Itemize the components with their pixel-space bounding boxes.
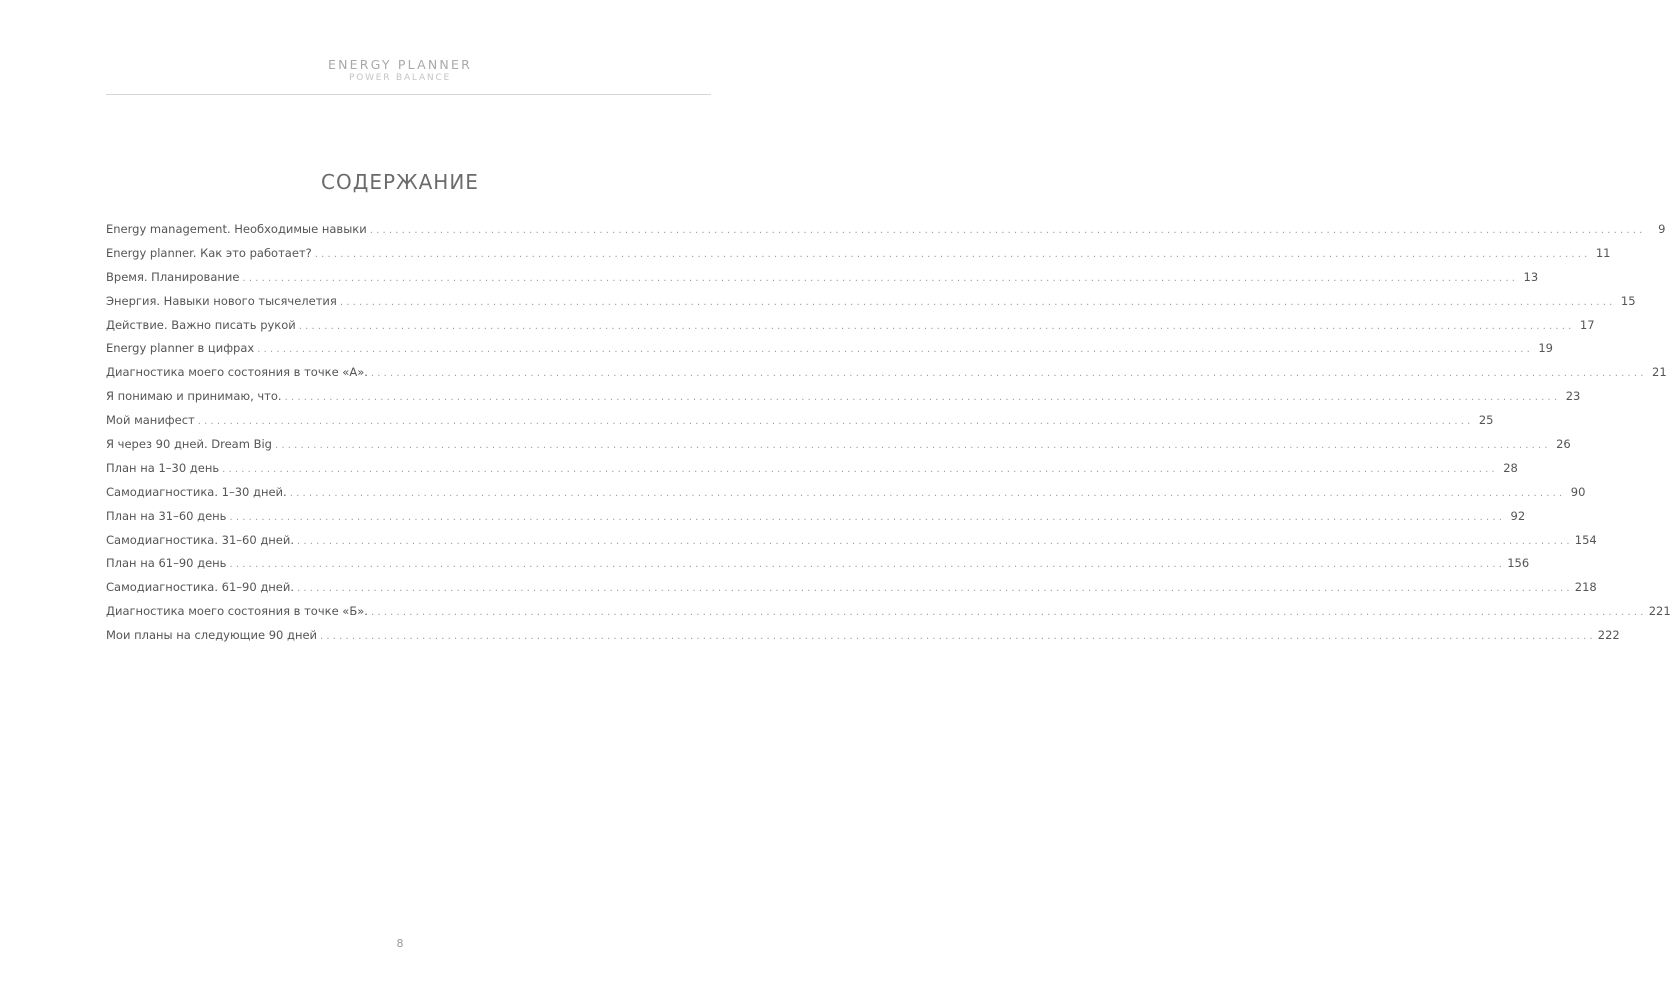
header-divider [106,94,711,95]
toc-entry[interactable] [106,604,1671,628]
dot-leader: ........................................................................................................................................................................................................ [370,368,1647,380]
toc-entry-title: Energy planner. Как это работает? [106,245,312,260]
dot-leader: ........................................................................................................................................................................................................ [289,487,1566,499]
toc-entry[interactable] [106,389,1581,413]
toc-entry[interactable] [106,365,1667,389]
toc-entry-title: Energy planner в цифрах [106,341,255,356]
toc-entry-title: Действие. Важно писать рукой [106,317,296,332]
page-number: 8 [396,937,404,950]
toc-entry-page: 154 [1574,532,1597,547]
toc-entry-title: Самодиагностика. 1–30 дней. [106,484,287,499]
dot-leader: ........................................................................................................................................................................................................ [297,583,1573,595]
toc-entry-page: 222 [1597,628,1620,643]
toc-entry-title: План на 31–60 день [106,508,227,523]
toc-entry-title: План на 1–30 день [106,460,220,475]
toc-entry-title: Самодиагностика. 61–90 дней. [106,580,295,595]
dot-leader: ........................................................................................................................................................................................................ [298,320,1575,332]
brand-subtitle: POWER BALANCE [348,73,452,83]
toc-entry-page: 90 [1570,484,1586,499]
toc-entry-page: 218 [1574,580,1597,595]
toc-entry-title: Диагностика моего состояния в точке «А». [106,365,368,380]
dot-leader: ........................................................................................................................................................................................................ [242,272,1519,284]
toc-entry-title: Я понимаю и принимаю, что. [106,389,282,404]
table-of-contents [106,222,1671,652]
toc-entry-title: Энергия. Навыки нового тысячелетия [106,293,337,308]
toc-entry[interactable] [106,317,1595,342]
planner-header [0,57,800,84]
toc-entry[interactable] [106,245,1611,270]
toc-entry[interactable] [106,628,1620,652]
toc-entry-page: 28 [1503,460,1518,475]
brand-title: ENERGY PLANNER [328,57,472,72]
toc-entry-title: Мой манифест [106,413,195,428]
dot-leader: ........................................................................................................................................................................................................ [197,416,1474,428]
toc-entry-title: Диагностика моего состояния в точке «Б». [106,604,368,619]
dot-leader: ........................................................................................................................................................................................................ [370,607,1647,619]
toc-entry-page: 23 [1565,389,1581,404]
toc-entry-title: Самодиагностика. 31–60 дней. [106,532,295,547]
toc-entry[interactable] [106,341,1553,365]
toc-entry[interactable] [106,556,1530,580]
dot-leader: ........................................................................................................................................................................................................ [339,296,1616,308]
toc-entry-page: 156 [1507,556,1530,571]
toc-entry-page: 25 [1478,413,1494,428]
toc-entry[interactable] [106,532,1597,557]
toc-entry[interactable] [106,580,1597,604]
dot-leader: ........................................................................................................................................................................................................ [320,631,1596,643]
dot-leader: ........................................................................................................................................................................................................ [274,440,1551,452]
dot-leader: ........................................................................................................................................................................................................ [297,535,1573,547]
dot-leader: ........................................................................................................................................................................................................ [229,511,1506,523]
toc-entry-page: 11 [1595,245,1611,260]
toc-entry[interactable] [106,437,1571,461]
toc-heading: СОДЕРЖАНИЕ [321,170,479,195]
toc-entry-page: 26 [1556,437,1571,452]
toc-entry-title: Я через 90 дней. Dream Big [106,437,272,452]
toc-entry-page: 92 [1510,508,1526,523]
toc-entry-title: Время. Планирование [106,269,240,284]
toc-entry-page: 9 [1658,222,1666,236]
toc-entry-page: 15 [1620,293,1636,308]
dot-leader: ........................................................................................................................................................................................................ [284,392,1561,404]
toc-entry-page: 19 [1538,341,1553,356]
toc-entry[interactable] [106,460,1518,485]
toc-entry[interactable] [106,413,1494,437]
dot-leader: ........................................................................................................................................................................................................ [257,344,1533,356]
toc-entry-title: Мои планы на следующие 90 дней [106,628,318,643]
toc-entry[interactable] [106,222,1666,246]
toc-entry-title: Energy management. Необходимые навыки [106,222,367,236]
dot-leader: ........................................................................................................................................................................................................ [369,225,1646,236]
toc-entry[interactable] [106,484,1586,509]
toc-entry[interactable] [106,508,1526,533]
toc-entry-page: 221 [1648,604,1671,619]
toc-entry[interactable] [106,269,1539,294]
toc-entry[interactable] [106,293,1636,318]
dot-leader: ........................................................................................................................................................................................................ [229,559,1506,571]
toc-entry-page: 21 [1652,365,1667,380]
dot-leader: ........................................................................................................................................................................................................ [314,248,1591,260]
toc-entry-title: План на 61–90 день [106,556,227,571]
toc-entry-page: 17 [1579,317,1595,332]
toc-entry-page: 13 [1523,269,1539,284]
dot-leader: ........................................................................................................................................................................................................ [222,463,1498,475]
